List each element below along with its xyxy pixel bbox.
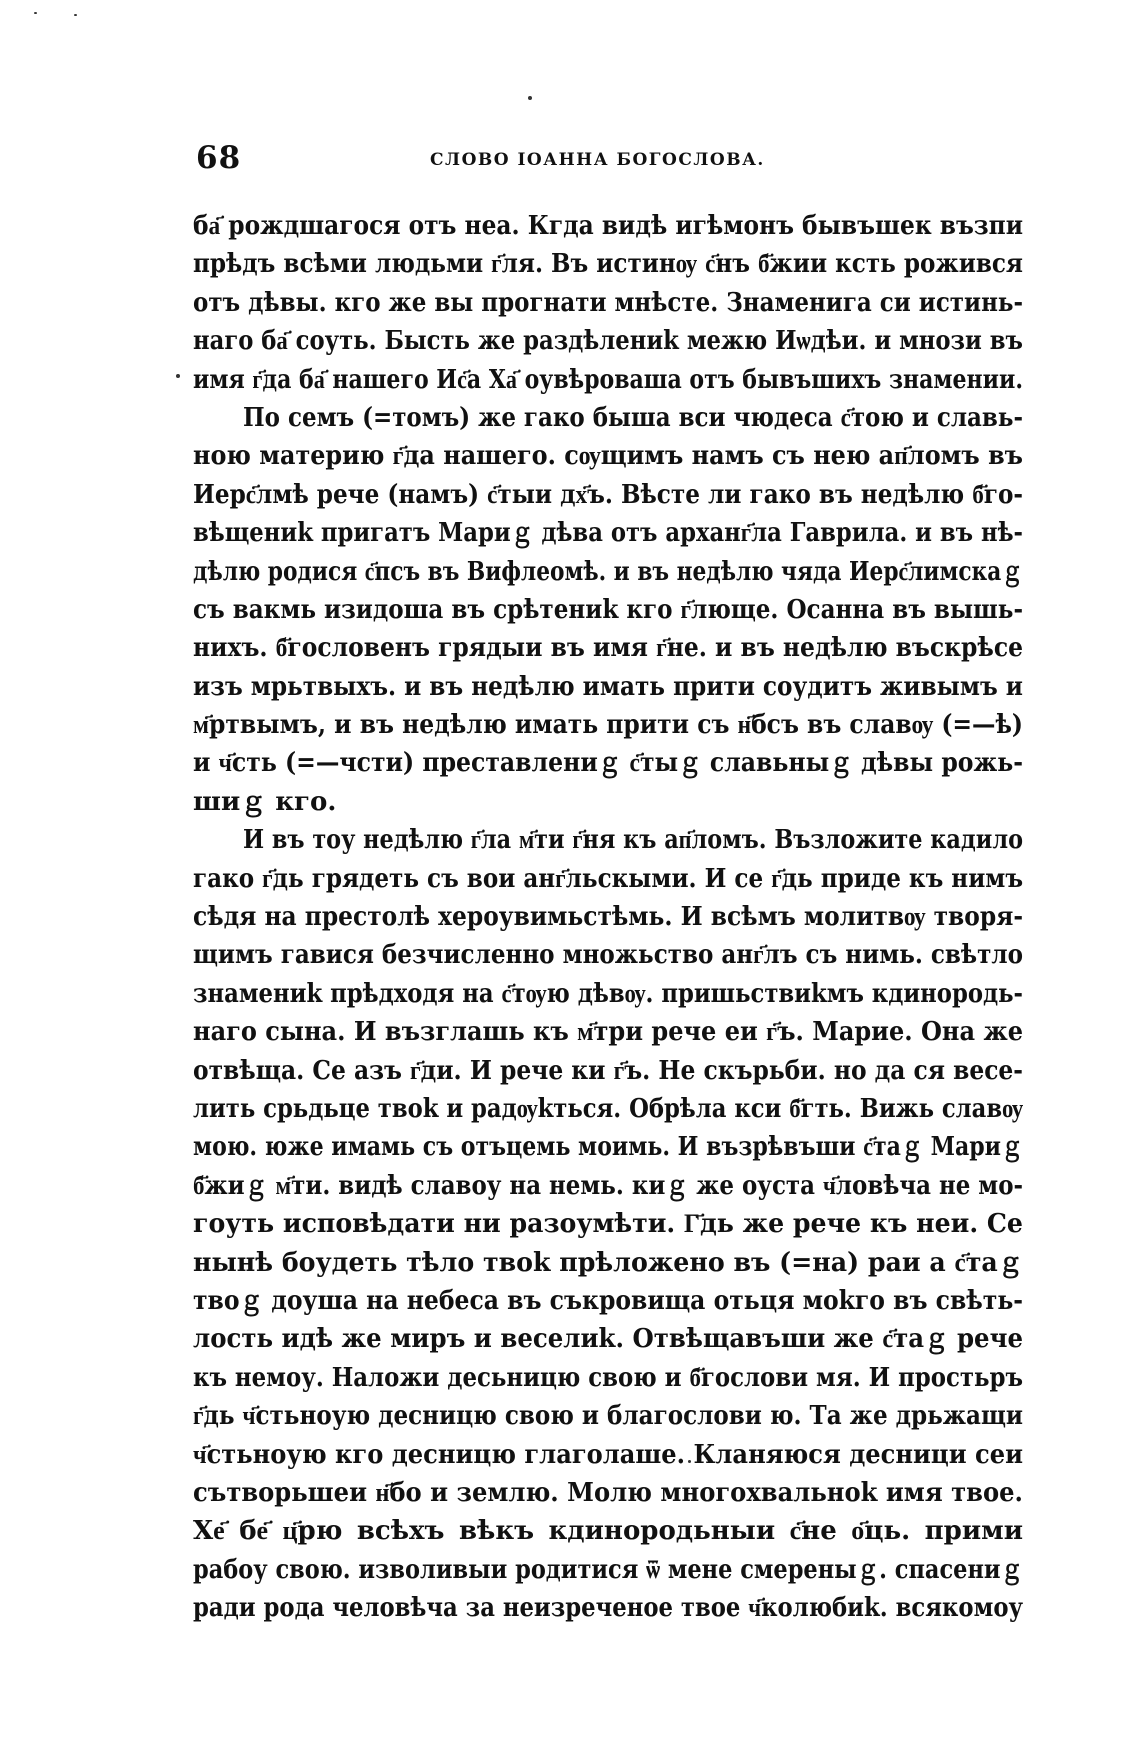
print-speck: [74, 14, 77, 16]
text-line: знамениk прѣдходя на с҃тѹю дѣвѹ. пришьствиkмъ кдинородь-: [193, 978, 1023, 1009]
text-line: щимъ гавися безчисленно множьство анг҃лъ съ нимь. свѣтло: [193, 940, 1023, 971]
text-line: сътворьшеи н҃бо и землю. Молю многохвальноk имя твое.: [193, 1477, 1023, 1508]
page-header: [190, 140, 1020, 180]
text-line: лость идѣ же миръ и веселиk. Отвѣщавъши же с҃таｇ рече: [193, 1324, 1023, 1355]
print-speck: [34, 12, 37, 14]
text-line: м҃ртвымъ, и въ недѣлю имать прити съ н҃бсъ въ славѹ (=—ѣ): [193, 710, 1023, 741]
text-line: съ вакмь изидоша въ срѣтениk кго г҃люще. Осанна въ вышь-: [193, 594, 1023, 625]
page-number: 68: [196, 140, 242, 176]
paragraph-1: [193, 207, 1023, 399]
text-line: Хе҃ бе҃ ц҃рю всѣхъ вѣкъ кдинородьныи с҃не о҃ць. прими: [193, 1516, 1023, 1547]
print-speck: [528, 96, 532, 100]
text-line: рабоу свою. изволивыи родитися ѿ мене смереныｇ. спасениｇ: [193, 1554, 1023, 1585]
text-line: ба҃ рождшагося отъ нea. Кгда видѣ игѣмонъ бывъшек възпи: [193, 211, 1023, 241]
text-line: къ немоу. Наложи десьницю свою и б҃гослови мя. И простьръ: [193, 1362, 1023, 1393]
print-speck: [176, 374, 180, 378]
text-line: По семъ (=томъ) же гако быша вси чюдеса с҃тою и славь-: [243, 402, 1023, 433]
text-line: гоуть исповѣдати ни разоумѣти. Г҃дь же рече къ неи. Се: [193, 1209, 1023, 1240]
text-line: б҃жиｇ м҃ти. видѣ славоу на немь. киｇ же оуста ч҃ловѣча не мо-: [193, 1170, 1023, 1201]
text-line: ч҃стьноую кго десницю глаголаше. Кланяюся десници сеи: [193, 1439, 1023, 1470]
text-line: мою. юже имамь съ отъцемь моимь. И възрѣвъши с҃таｇ Мариｇ: [193, 1132, 1023, 1163]
text-line: г҃дь ч҃стьноую десницю свою и благослови ю. Та же дрьжащи: [193, 1401, 1023, 1432]
text-line: твоｇ доуша на небеса въ съкровища отьця моkго въ свѣть-: [193, 1285, 1023, 1316]
text-line: отъ дѣвы. кго же вы прогнати мнѣсте. Знаменига си истинь-: [193, 287, 1023, 318]
text-line: сѣдя на престолѣ хероувимьстѣмь. И всѣмъ молитвѹ творя-: [193, 902, 1023, 933]
text-line: изъ мрьтвыхъ. и въ недѣлю имать прити соудитъ живымъ и: [193, 671, 1023, 702]
text-line: нихъ. б҃гословенъ грядыи въ имя г҃не. и въ недѣлю въскрѣсе: [193, 633, 1023, 664]
text-line: гако г҃дь грядеть съ вои анг҃льскыми. И се г҃дь приде къ нимъ: [193, 863, 1023, 894]
running-title: СЛОВО ІОАННА БОГОСЛОВА.: [430, 150, 765, 170]
text-line: Иерс҃лмѣ рече (намъ) с҃тыи дх҃ъ. Вѣсте ли гако въ недѣлю б҃го-: [193, 479, 1023, 510]
text-line: наго ба҃ соуть. Бысть же раздѣлениk межю Иѡдѣи. и мнози въ: [193, 326, 1023, 357]
text-line: ною материю г҃да нашего. сѹщимъ намъ съ нею ап҃ломъ въ: [193, 441, 1023, 472]
text-line: наго сына. И възглашь къ м҃три рече еи г҃ъ. Марие. Она же: [193, 1017, 1023, 1048]
text-line: дѣлю родися с҃псъ въ Вифлеомѣ. и въ недѣлю чяда Иерс҃лимскаｇ: [193, 556, 1023, 587]
text-line: шиｇ кго.: [193, 786, 337, 817]
paragraph-2: [193, 399, 1023, 821]
text-line: ради рода человѣча за неизреченое твое ч҃колюбиk. всякомоу: [193, 1593, 1023, 1624]
text-line: имя г҃да ба҃ нашего Ис҃а Ха҃ оувѣроваша отъ бывъшихъ знамении.: [193, 364, 1023, 395]
text-line: отвѣща. Се азъ г҃ди. И рече ки г҃ъ. Не скърьби. но да ся весе-: [193, 1055, 1023, 1086]
body-text: [193, 207, 1023, 1627]
text-line: лить срьдьце твоk и радѹkться. Обрѣла кси б҃гть. Вижь славѹ: [193, 1093, 1023, 1124]
text-line: И въ тоу недѣлю г҃ла м҃ти г҃ня къ ап҃ломъ. Възложите кадило: [243, 825, 1023, 856]
text-line: вѣщениk пригатъ Мариｇ дѣва отъ арханг҃ла Гаврила. и въ нѣ-: [193, 518, 1023, 549]
text-line: нынѣ боудеть тѣло твоk прѣложено въ (=на) раи а с҃таｇ: [193, 1247, 1023, 1278]
text-line: и ч҃сть (=—чсти) преставлениｇ с҃тыｇ славьныｇ дѣвы рожь-: [193, 748, 1023, 779]
text-line: прѣдъ всѣми людьми г҃ля. Въ истинѹ с҃нъ б҃жии кcть рожився: [193, 249, 1023, 280]
paragraph-3: [193, 821, 1023, 1627]
